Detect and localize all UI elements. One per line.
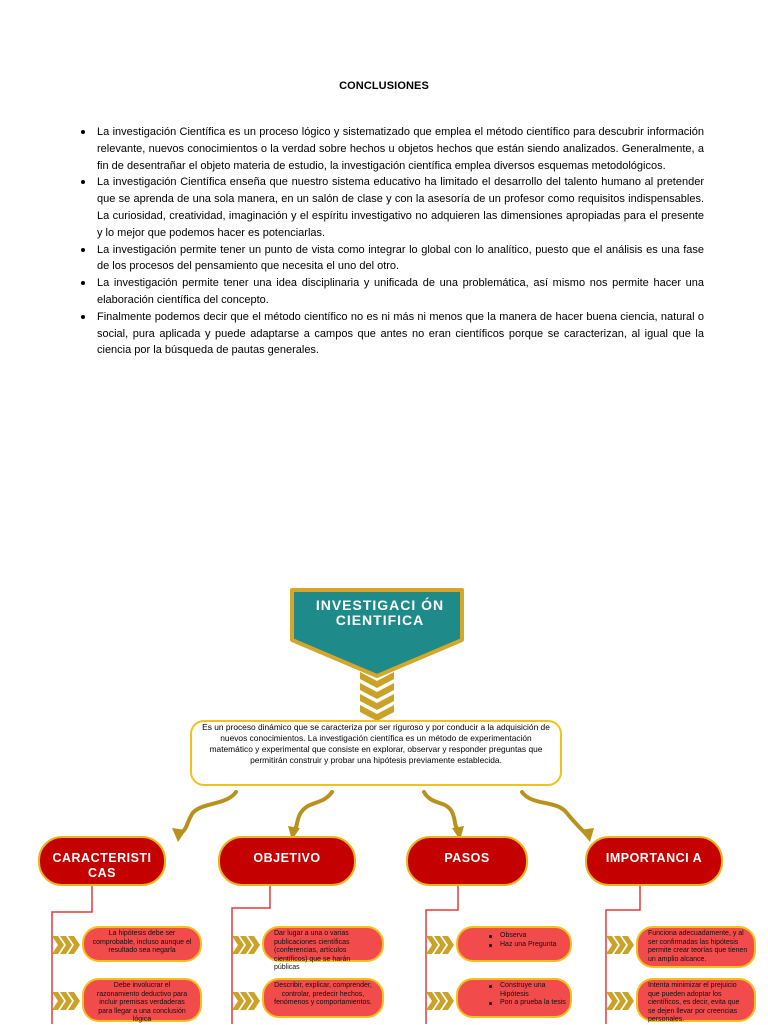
list-item: Construye una Hipótesis — [488, 982, 570, 999]
conclusions-list — [74, 124, 704, 359]
pasos-item — [456, 978, 572, 1018]
list-item: La investigación Científica es un proceso lógico y sistematizado que emplea el método científico para descubrir información relevante, nuevos conocimientos o la verdad sobre hechos u objetos hechos que están siendo analizados. Generalmente, a fin de desentrañar el objeto materia de estudio, la investigación científica emplea diversos esquemas metodológicos. — [74, 124, 704, 174]
chevrons-right-icon — [426, 936, 454, 954]
list-item: Haz una Pregunta — [488, 941, 570, 950]
page-title: CONCLUSIONES — [339, 80, 429, 92]
list-item: Finalmente podemos decir que el método científico no es ni más ni menos que la manera de hacer buena ciencia, natural o social, pura aplicada y puede adaptarse a campos que antes no eran científicos porque se caracterizan, al igual que la ciencia por la búsqueda de pautas generales. — [74, 309, 704, 359]
curved-arrows — [180, 792, 586, 834]
category-caracteristicas: CARACTERISTI CAS — [38, 836, 166, 886]
list-item: Pon a prueba la tesis — [488, 999, 570, 1008]
chevrons-right-icon — [426, 992, 454, 1010]
definition-box: Es un proceso dinámico que se caracteriza por ser riguroso y por conducir a la adquisición de nuevos conocimientos. La investigación científica es un método de experimentación matemático y experimental que consiste en explorar, observar y responder preguntas que permitirán construir y probar una hipótesis previamente establecida. — [190, 720, 562, 786]
chevrons-right-icon — [52, 992, 80, 1010]
main-topic-title: INVESTIGACI ÓN CIENTIFICA — [315, 597, 445, 628]
list-item: La investigación permite tener una idea disciplinaria y unificada de una problemática, así mismo nos permite hacer una elaboración científica del concepto. — [74, 275, 704, 309]
category-importancia: IMPORTANCI A — [585, 836, 723, 886]
chevrons-right-icon — [606, 936, 634, 954]
chevrons-right-icon — [232, 992, 260, 1010]
importancia-item: Funciona adecuadamente, y al ser confirmadas las hipótesis permite crear teorías que tienen un amplio alcance. — [636, 926, 756, 968]
pasos-item — [456, 926, 572, 962]
importancia-item: Intenta minimizar el prejuicio que pueden adoptar los científicos, es decir, evita que se dejen llevar por creencias personales. — [636, 978, 756, 1022]
objetivo-item: Describir, explicar, comprender, controlar, predecir hechos, fenómenos y comportamientos. — [262, 978, 384, 1018]
down-chevrons-icon — [360, 672, 394, 721]
chevrons-right-icon — [52, 936, 80, 954]
list-item: La investigación permite tener un punto de vista como integrar lo global con lo analítico, puesto que el análisis es una fase de los procesos del pensamiento que necesita el uno del otro. — [74, 242, 704, 276]
objetivo-item: Dar lugar a una o varias publicaciones científicas (conferencias, artículos científicos) que se harán públicas — [262, 926, 384, 962]
chevrons-right-icon — [606, 992, 634, 1010]
chevrons-right-icon — [232, 936, 260, 954]
caracteristicas-item: La hipótesis debe ser comprobable, incluso aunque el resultado sea negarla — [82, 926, 202, 962]
concept-map — [0, 580, 768, 1024]
list-item: La investigación Científica enseña que nuestro sistema educativo ha limitado el desarrollo del talento humano al pretender que se aprenda de una sola manera, en un salón de clase y con la asesoría de un profesor como requisitos indispensables. La curiosidad, creatividad, imaginación y el espíritu investigativo no adquieren las dimensiones apropiadas para el presente y lo mejor que podemos hacer es potenciarlas. — [74, 174, 704, 241]
caracteristicas-item: Debe involucrar el razonamiento deductivo para incluir premisas verdaderas para llegar a una conclusión lógica — [82, 978, 202, 1022]
category-objetivo: OBJETIVO — [218, 836, 356, 886]
list-item: Observa — [488, 932, 570, 941]
category-pasos: PASOS — [406, 836, 528, 886]
